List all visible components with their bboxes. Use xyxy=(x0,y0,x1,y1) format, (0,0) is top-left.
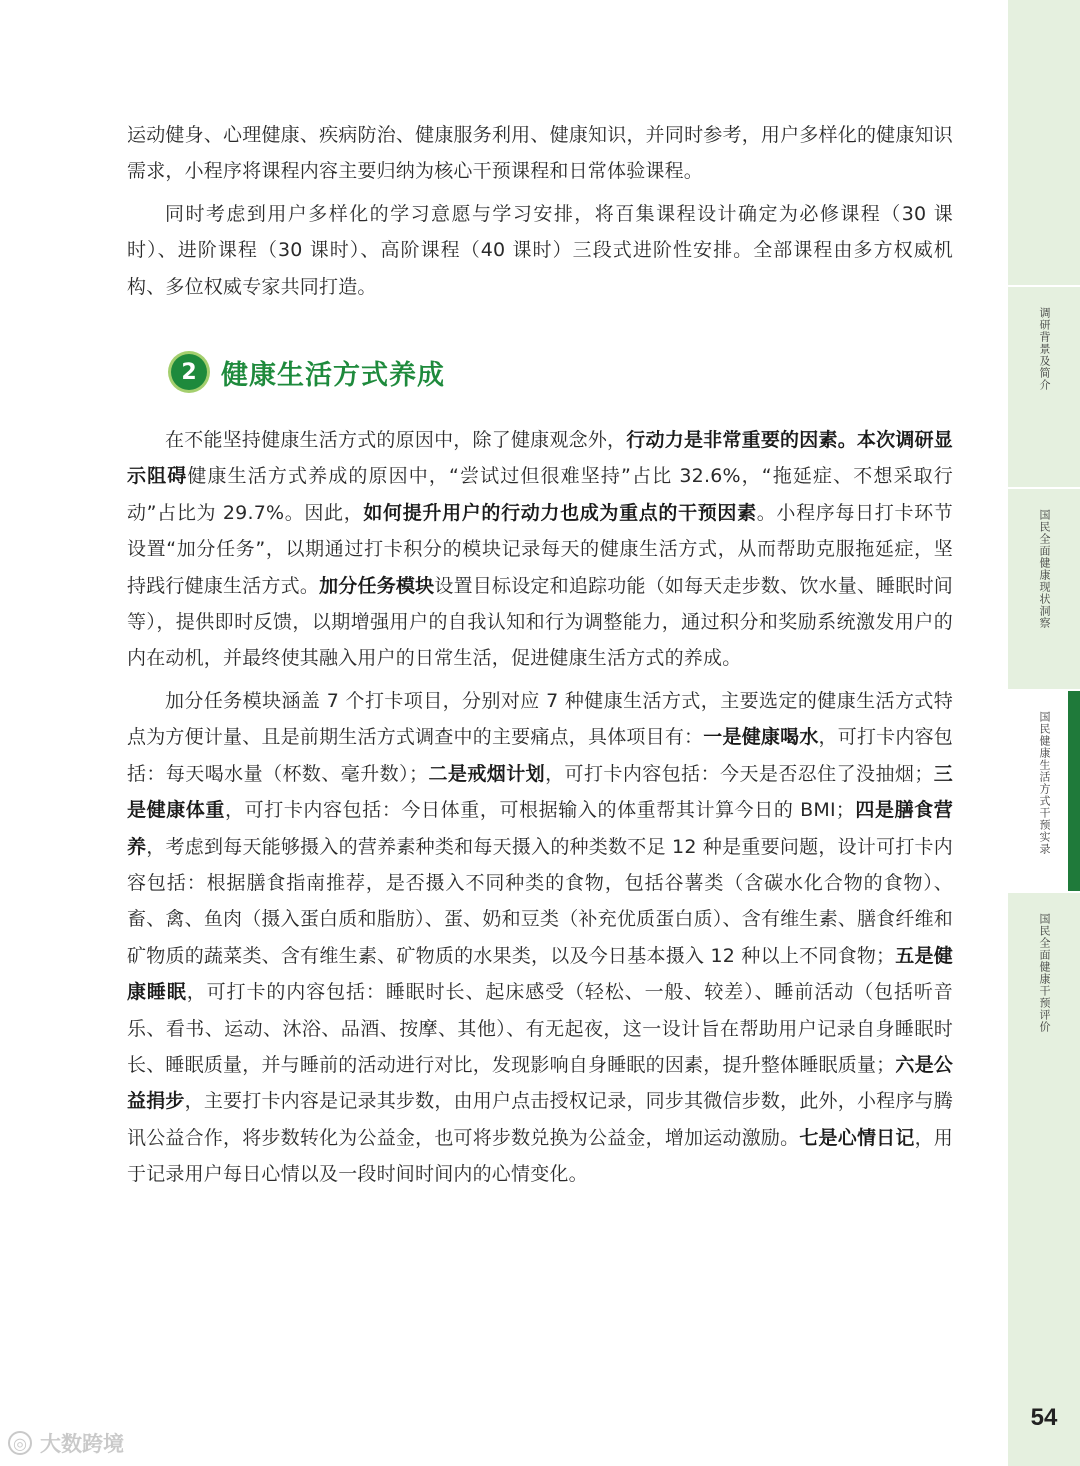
section-heading xyxy=(171,350,953,394)
sidebar-tab-label: 调研背景及简介 xyxy=(1038,307,1051,391)
bold-run: 如何提升用户的行动力也成为重点的干预因素 xyxy=(363,501,757,524)
paragraph-1: 运动健身、心理健康、疾病防治、健康服务利用、健康知识，并同时参考，用户多样化的健康知识需求，小程序将课程内容主要归纳为核心干预课程和日常体验课程。 xyxy=(127,124,953,183)
text-run: ，可打卡的内容包括：睡眠时长、起床感受（轻松、一般、较差）、睡前活动（包括听音乐、看书、运动、沐浴、品酒、按摩、其他）、有无起夜，这一设计旨在帮助用户记录自身睡眠时长、睡眠质量，并与睡前的活动进行对比，发现影响自身睡眠的因素，提升整体睡眠质量； xyxy=(127,981,953,1076)
paragraph-3 xyxy=(127,422,953,677)
bold-run: 六是公益捐步 xyxy=(127,1053,953,1113)
sidebar-tab-label: 国民全面健康现状洞察 xyxy=(1038,509,1051,629)
page-number: 54 xyxy=(1030,1404,1058,1431)
bold-run: 五是健康睡眠 xyxy=(127,944,953,1004)
bold-run: 二是戒烟计划 xyxy=(428,762,546,785)
text-run: ，可打卡内容包括：今天是否忍住了没抽烟； xyxy=(545,762,934,785)
text-run: ，可打卡内容包括：每天喝水量（杯数、毫升数）； xyxy=(127,726,954,785)
sidebar-tab-background[interactable] xyxy=(1008,285,1080,487)
bold-run: 三是健康体重 xyxy=(127,762,953,822)
paragraph-2: 同时考虑到用户多样化的学习意愿与学习安排，将百集课程设计确定为必修课程（30 课时）、进阶课程（30 课时）、高阶课程（40 课时）三段式进阶性安排。全部课程由多方权威机构、多位权威专家共同打造。 xyxy=(127,202,953,298)
sidebar-tab-label: 国民全面健康干预评价 xyxy=(1038,913,1051,1033)
text-run: ，可打卡内容包括：今日体重，可根据输入的体重帮其计算今日的 BMI； xyxy=(225,799,855,822)
bold-run: 一是健康喝水 xyxy=(703,726,819,749)
sidebar-tab-intervention-active[interactable] xyxy=(1008,689,1080,891)
text-run: 加分任务模块涵盖 7 个打卡项目，分别对应 7 种健康生活方式，主要选定的健康生活方式特点为方便计量、且是前期生活方式调查中的主要痛点，具体项目有： xyxy=(127,689,953,749)
section-title: 健康生活方式养成 xyxy=(221,359,445,391)
text-run: 。小程序每日打卡环节设置“加分任务”，以期通过打卡积分的模块记录每天的健康生活方式，从而帮助克服拖延症，坚持践行健康生活方式。 xyxy=(127,501,953,597)
sidebar-tab-label: 国民健康生活方式干预实录 xyxy=(1038,711,1051,855)
bold-run: 加分任务模块 xyxy=(319,574,435,597)
text-run: 设置目标设定和追踪功能（如每天走步数、饮水量、睡眠时间等），提供即时反馈，以期增强用户的自我认知和行为调整能力，通过积分和奖励系统激发用户的内在动机，并最终使其融入用户的日常生活，促进健康生活方式的养成。 xyxy=(127,574,953,670)
text-run: ，用于记录用户每日心情以及一段时间时间内的心情变化。 xyxy=(127,1126,954,1186)
text-run: 在不能坚持健康生活方式的原因中，除了健康观念外， xyxy=(165,429,627,452)
page-body xyxy=(127,117,953,1193)
bold-run: 四是膳食营养 xyxy=(127,799,953,858)
text-run: ，考虑到每天能够摄入的营养素种类和每天摄入的种类数不足 12 种是重要问题，设计可打卡内容包括：根据膳食指南推荐，是否摄入不同种类的食物，包括谷薯类（含碳水化合物的食物）、畜、禽、鱼肉（摄入蛋白质和脂肪）、蛋、奶和豆类（补充优质蛋白质）、含有维生素、膳食纤维和矿物质的蔬菜类、含有维生素、矿物质的水果类，以及今日基本摄入 12 种以上不同食物； xyxy=(127,835,954,967)
watermark xyxy=(8,1428,124,1458)
watermark-text: 大数跨境 xyxy=(40,1432,124,1456)
watermark-logo-icon: ◎ xyxy=(8,1431,32,1455)
chapter-sidebar xyxy=(1008,0,1080,1466)
text-run: 健康生活方式养成的原因中，“尝试过但很难坚持”占比 32.6%，“拖延症、不想采取行动”占比为 29.7%。因此， xyxy=(127,465,953,524)
section-number-badge: 2 xyxy=(171,354,207,390)
sidebar-tab-insight[interactable] xyxy=(1008,487,1080,689)
paragraph-4 xyxy=(127,683,953,1193)
bold-run: 七是心情日记 xyxy=(799,1126,915,1149)
text-run: ，主要打卡内容是记录其步数，由用户点击授权记录，同步其微信步数，此外，小程序与腾讯公益合作，将步数转化为公益金，也可将步数兑换为公益金，增加运动激励。 xyxy=(127,1090,953,1149)
bold-run: 行动力是非常重要的因素。本次调研显示阻碍 xyxy=(127,429,953,488)
sidebar-tab-evaluation[interactable] xyxy=(1008,891,1080,1093)
